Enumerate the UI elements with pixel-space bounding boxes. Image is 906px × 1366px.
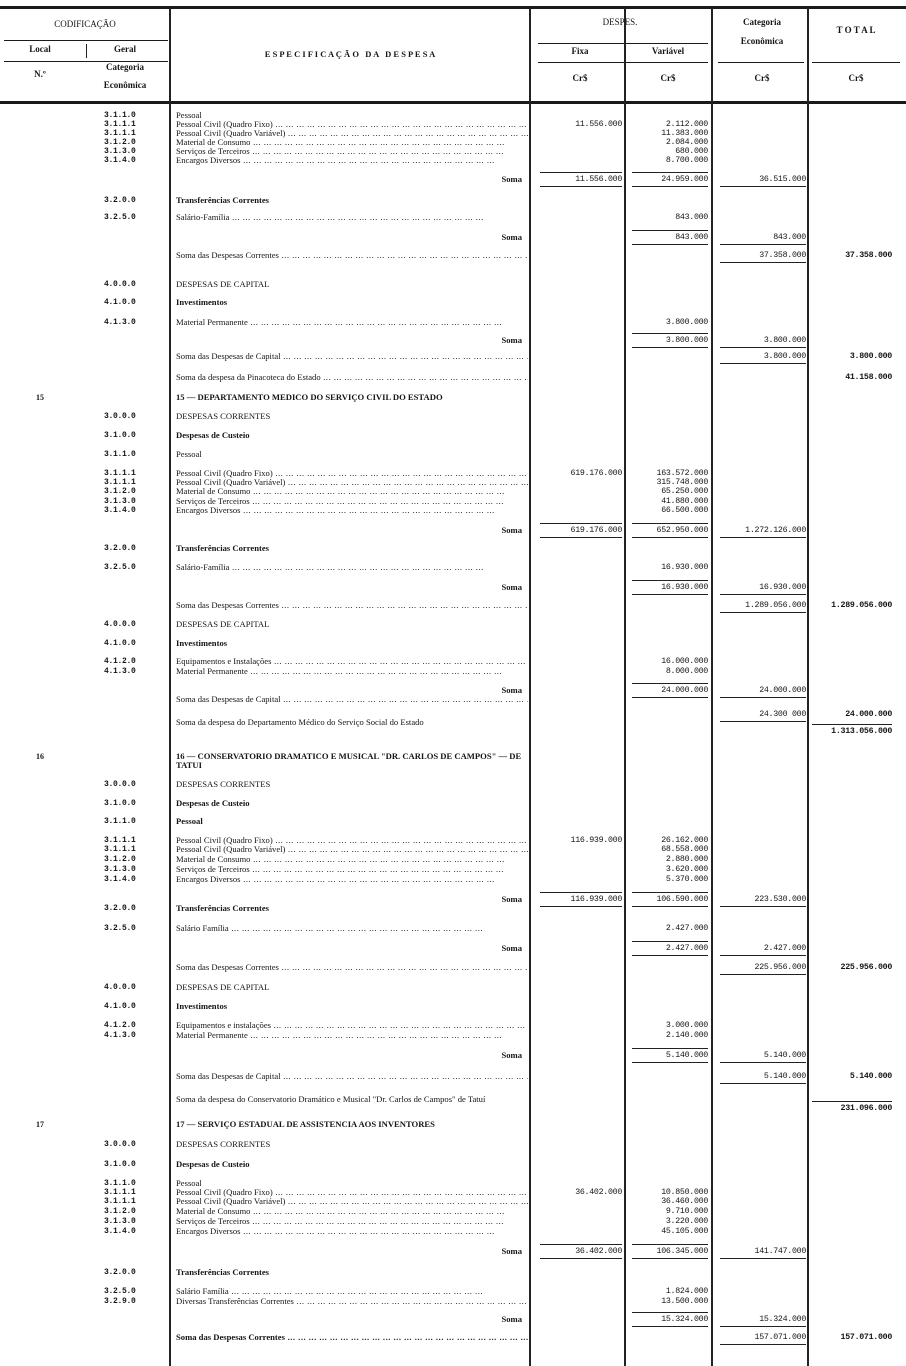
variable-expense-value: 41.880.000 [661,497,708,506]
economic-category-code: 3.1.2.0 [104,855,136,864]
expense-description: Soma da despesa da Pinacoteca do Estado ... . [176,373,528,382]
variable-expense-value: 36.460.000 [661,1197,708,1206]
variable-expense-value: 8.000.000 [665,667,708,676]
table-row [0,352,906,362]
table-row [0,1072,906,1082]
economic-category-code: 3.2.9.0 [104,1297,136,1306]
header-local: Local [29,44,51,54]
expense-description: Material Permanente ... . [176,667,528,676]
economic-category-code: 3.1.4.0 [104,156,136,165]
expense-description: Equipamentos e instalações ... . [176,1021,528,1030]
total-value: 225.956.000 [840,963,892,972]
variable-expense-value: 2.427.000 [665,924,708,933]
variable-expense-value: 11.383.000 [661,129,708,138]
economic-category-code: 4.0.0.0 [104,620,136,629]
economic-category-code: 3.1.1.1 [104,129,136,138]
economic-category-code: 4.0.0.0 [104,983,136,992]
table-row [0,799,906,809]
total-value: 3.800.000 [849,352,892,361]
expense-description: DESPESAS DE CAPITAL [176,983,270,992]
total-value: 1.289.056.000 [831,601,892,610]
total-value: 1.313.056.000 [812,724,892,736]
economic-category-code: 3.2.0.0 [104,1268,136,1277]
table-row [0,875,906,885]
table-row [0,156,906,166]
expense-description: Serviços de Terceiros ... . [176,497,528,506]
total-value: 37.358.000 [845,251,892,260]
header-especificacao: E S P E C I F I C A Ç Ã O D A D E S P E S A [264,49,436,59]
header-cat-categoria: Categoria [743,17,781,27]
expense-description: Material Permanente ... . [176,1031,528,1040]
soma-row [0,526,906,536]
table-row [0,251,906,261]
fixed-expense-value: 619.176.000 [540,523,622,538]
variable-expense-value: 66.500.000 [661,506,708,515]
fixed-expense-value: 36.402.000 [540,1244,622,1259]
variable-expense-value: 3.220.000 [665,1217,708,1226]
table-row [0,817,906,827]
header-total: T O T A L [836,25,876,35]
table-row [0,639,906,649]
table-row [0,487,906,497]
economic-category-code: 3.1.1.1 [104,836,136,845]
expense-description: Serviços de Terceiros ... . [176,865,528,874]
economic-category-code: 3.1.2.0 [104,487,136,496]
expense-description: Transferências Correntes [176,196,269,205]
table-row [0,1197,906,1207]
table-row [0,620,906,630]
header-currency-fixa: Cr$ [572,73,588,83]
economic-category-code: 3.0.0.0 [104,1140,136,1149]
expense-description: Transferências Correntes [176,544,269,553]
economic-category-value: 157.071.000 [720,1333,806,1345]
soma-row [0,1315,906,1325]
expense-description: Pessoal Civil (Quadro Variável) ... . [176,478,528,487]
expense-description: DESPESAS DE CAPITAL [176,280,270,289]
economic-category-code: 4.1.2.0 [104,657,136,666]
table-row [0,963,906,973]
economic-category-code: 4.0.0.0 [104,280,136,289]
variable-expense-value: 2.084.000 [665,138,708,147]
table-row [0,845,906,855]
expense-description: Despesas de Custeio [176,431,250,440]
soma-row [0,1051,906,1061]
table-row [0,718,906,736]
soma-row [0,175,906,185]
economic-category-code: 4.1.3.0 [104,1031,136,1040]
table-row [0,1333,906,1343]
economic-category-code: 3.2.0.0 [104,196,136,205]
economic-category-code: 3.1.0.0 [104,799,136,808]
expense-description: Soma [501,1315,522,1324]
expense-description: Encargos Diversos ... . [176,1227,528,1236]
expense-description: DESPESAS DE CAPITAL [176,620,270,629]
expense-description: Soma das Despesas Correntes ... . [176,601,528,610]
table-row [0,393,906,403]
economic-category-code: 3.2.5.0 [104,924,136,933]
expense-description: DESPESAS CORRENTES [176,1140,271,1149]
table-row [0,280,906,290]
expense-description: Soma [501,1247,522,1256]
expense-description: Pessoal [176,450,202,459]
economic-category-code: 3.1.1.1 [104,845,136,854]
economic-category-value: 24.000.000 [720,686,806,698]
variable-expense-value: 163.572.000 [656,469,708,478]
economic-category-code: 3.2.0.0 [104,544,136,553]
soma-row [0,1247,906,1257]
expense-description: Pessoal Civil (Quadro Fixo) ... . [176,469,528,478]
variable-expense-value: 10.850.000 [661,1188,708,1197]
economic-category-code: 3.1.3.0 [104,147,136,156]
expense-description: Pessoal Civil (Quadro Fixo) ... . [176,120,528,129]
expense-description: Pessoal Civil (Quadro Variável) ... . [176,845,528,854]
economic-category-value: 225.956.000 [720,963,806,975]
expense-description: Material de Consumo ... . [176,138,528,147]
expense-description: DESPESAS CORRENTES [176,780,271,789]
economic-category-code: 3.1.4.0 [104,875,136,884]
local-divider [86,44,87,58]
header-variavel: Variável [651,46,685,56]
economic-category-value: 15.324.000 [720,1315,806,1327]
expense-description: 16 — CONSERVATORIO DRAMATICO E MUSICAL "DR. CARLOS DE CAMPOS" — DE TATUI [176,752,522,770]
local-number: 17 [36,1120,44,1129]
economic-category-code: 3.1.0.0 [104,1160,136,1169]
variable-expense-value: 65.250.000 [661,487,708,496]
table-row [0,667,906,677]
expense-description: 17 — SERVIÇO ESTADUAL DE ASSISTENCIA AOS INVENTORES [176,1120,435,1129]
economic-category-code: 3.1.3.0 [104,1217,136,1226]
table-row [0,1287,906,1297]
economic-category-value: 5.140.000 [720,1072,806,1084]
header-fixa: Fixa [571,46,589,56]
table-row [0,1297,906,1307]
variable-expense-value: 13.500.000 [661,1297,708,1306]
economic-category-code: 4.1.0.0 [104,639,136,648]
table-row [0,983,906,993]
economic-category-code: 3.1.1.1 [104,120,136,129]
variable-expense-value: 2.427.000 [632,941,708,956]
variable-expense-value: 26.162.000 [661,836,708,845]
total-value: 41.158.000 [845,373,892,382]
table-row [0,855,906,865]
economic-category-value: 5.140.000 [720,1051,806,1063]
economic-category-code: 3.1.1.0 [104,1179,136,1188]
expense-description: Pessoal [176,1179,202,1188]
expense-description: Soma das Despesas Correntes ... . [176,963,528,972]
expense-description: Pessoal Civil (Quadro Variável) ... . [176,129,528,138]
header-currency-total: Cr$ [848,73,864,83]
expense-description: DESPESAS CORRENTES [176,412,271,421]
economic-category-value: 3.800.000 [720,352,806,364]
total-value: 24.000.000 [845,710,892,719]
table-row [0,1140,906,1150]
header-despes: DESPES. [602,17,638,27]
table-row [0,1021,906,1031]
header-bottom-rule [0,101,906,104]
economic-category-code: 3.1.3.0 [104,497,136,506]
expense-description: Pessoal [176,111,202,120]
variable-expense-value: 16.930.000 [661,563,708,572]
expense-description: Pessoal [176,817,203,826]
economic-category-code: 3.1.3.0 [104,865,136,874]
expense-description: Soma das Despesas de Capital ... . [176,352,528,361]
header-cat-economica: Econômica [740,36,784,46]
expense-description: Soma [501,944,522,953]
categoria-rule [718,62,804,63]
variable-expense-value: 315.748.000 [656,478,708,487]
fixed-expense-value: 11.556.000 [575,120,622,129]
economic-category-value: 3.800.000 [720,336,806,348]
economic-category-code: 3.1.1.1 [104,478,136,487]
economic-category-value: 37.358.000 [720,251,806,263]
variable-expense-value: 3.800.000 [632,333,708,348]
economic-category-code: 4.1.3.0 [104,667,136,676]
table-row [0,657,906,667]
table-row [0,1160,906,1170]
variable-expense-value: 45.105.000 [661,1227,708,1236]
variable-expense-value: 24.000.000 [632,683,708,698]
economic-category-code: 3.1.1.0 [104,817,136,826]
expense-description: Soma [501,583,522,592]
expense-description: Salário Família ... . [176,924,528,933]
economic-category-code: 3.1.1.0 [104,111,136,120]
expense-description: Soma [501,895,522,904]
expense-description: Encargos Diversos ... . [176,875,528,884]
table-row [0,213,906,223]
header-categoria: Categoria [106,62,144,72]
variable-expense-value: 3.800.000 [665,318,708,327]
table-row [0,752,906,770]
economic-category-code: 3.1.1.0 [104,450,136,459]
table-row [0,544,906,554]
table-row [0,1095,906,1113]
total-value: 157.071.000 [840,1333,892,1342]
variable-expense-value: 2.880.000 [665,855,708,864]
expense-description: Soma da despesa do Departamento Médico do Serviço Social do Estado [176,718,424,727]
expense-description: Soma [501,336,522,345]
expense-description: Soma [501,1051,522,1060]
table-row [0,431,906,441]
table-row [0,1120,906,1130]
local-number: 16 [36,752,44,761]
variable-expense-value: 16.000.000 [661,657,708,666]
table-row [0,780,906,790]
variable-expense-value: 15.324.000 [632,1312,708,1327]
variable-expense-value: 680.000 [675,147,708,156]
expense-description: Equipamentos e Instalações ... . [176,657,528,666]
expense-description: Diversas Transferências Correntes ... . [176,1297,528,1306]
economic-category-code: 3.2.5.0 [104,213,136,222]
expense-description: Salário-Família ... . [176,213,528,222]
economic-category-value: 1.272.126.000 [720,526,806,538]
expense-description: Despesas de Custeio [176,1160,250,1169]
economic-category-code: 3.1.1.1 [104,469,136,478]
table-row [0,1031,906,1041]
expense-description: Pessoal Civil (Quadro Variável) ... . [176,1197,528,1206]
expense-description: Pessoal Civil (Quadro Fixo) ... . [176,1188,528,1197]
table-row [0,1002,906,1012]
fixed-expense-value: 116.939.000 [570,836,622,845]
variable-expense-value: 3.000.000 [665,1021,708,1030]
economic-category-code: 3.1.2.0 [104,1207,136,1216]
table-row [0,196,906,206]
total-value: 231.096.000 [812,1101,892,1113]
economic-category-value: 223.530.000 [720,895,806,907]
variable-expense-value: 843.000 [675,213,708,222]
fixa-rule [538,62,708,63]
economic-category-value: 843.000 [720,233,806,245]
header-economica: Econômica [103,80,147,90]
variable-expense-value: 5.140.000 [632,1048,708,1063]
variable-expense-value: 2.112.000 [665,120,708,129]
soma-row [0,944,906,954]
variable-expense-value: 5.370.000 [665,875,708,884]
expense-description: Investimentos [176,298,228,307]
header-geral: Geral [114,44,136,54]
economic-category-value: 1.289.056.000 [720,601,806,613]
table-row [0,450,906,460]
table-row [0,1268,906,1278]
economic-category-code: 3.0.0.0 [104,780,136,789]
economic-category-value: 16.930.000 [720,583,806,595]
despes-rule [538,43,708,44]
table-row [0,601,906,611]
variable-expense-value: 2.140.000 [665,1031,708,1040]
local-number: 15 [36,393,44,402]
economic-category-code: 4.1.3.0 [104,318,136,327]
table-row [0,1227,906,1237]
variable-expense-value: 16.930.000 [632,580,708,595]
expense-description: Despesas de Custeio [176,799,250,808]
table-row [0,1207,906,1217]
economic-category-code: 3.2.5.0 [104,563,136,572]
variable-expense-value: 24.959.000 [632,172,708,187]
economic-category-code: 4.1.2.0 [104,1021,136,1030]
fixed-expense-value: 11.556.000 [540,172,622,187]
economic-category-code: 3.1.1.1 [104,1188,136,1197]
table-row [0,904,906,914]
expense-description: Soma [501,526,522,535]
expense-description: Material de Consumo ... . [176,487,528,496]
expense-description: Soma das Despesas Correntes ... . [176,251,528,260]
table-row [0,924,906,934]
header-currency-variavel: Cr$ [660,73,676,83]
fixed-expense-value: 619.176.000 [570,469,622,478]
variable-expense-value: 9.710.000 [665,1207,708,1216]
economic-category-code: 3.1.1.1 [104,1197,136,1206]
table-row [0,563,906,573]
economic-category-code: 3.1.0.0 [104,431,136,440]
economic-category-value: 24.300 000 [720,710,806,722]
total-rule [812,62,900,63]
economic-category-code: 4.1.0.0 [104,298,136,307]
table-row [0,373,906,383]
economic-category-value: 36.515.000 [720,175,806,187]
soma-row [0,336,906,346]
economic-category-code: 4.1.0.0 [104,1002,136,1011]
economic-category-code: 3.0.0.0 [104,412,136,421]
table-row [0,506,906,516]
economic-category-code: 3.2.0.0 [104,904,136,913]
expense-description: Soma das Despesas Correntes ... . [176,1333,528,1342]
expense-description: Soma das Despesas de Capital ... . [176,1072,528,1081]
expense-description: Soma [501,233,522,242]
soma-row [0,233,906,243]
expense-description: Material Permanente ... . [176,318,528,327]
expense-description: Soma da despesa do Conservatorio Dramático e Musical "Dr. Carlos de Campos" de Tatuí [176,1095,486,1104]
variable-expense-value: 843.000 [632,230,708,245]
variable-expense-value: 68.558.000 [661,845,708,854]
expense-description: Encargos Diversos ... . [176,506,528,515]
expense-description: Material de Consumo ... . [176,855,528,864]
table-row [0,412,906,422]
expense-description: Material de Consumo ... . [176,1207,528,1216]
expense-description: Investimentos [176,639,228,648]
header-numero: N.º [34,69,46,79]
economic-category-value: 2.427.000 [720,944,806,956]
expense-description: Pessoal Civil (Quadro Fixo) ... . [176,836,528,845]
variable-expense-value: 106.345.000 [632,1244,708,1259]
total-value: 5.140.000 [849,1072,892,1081]
variable-expense-value: 3.620.000 [665,865,708,874]
economic-category-code: 3.1.4.0 [104,506,136,515]
expense-description: 15 — DEPARTAMENTO MEDICO DO SERVIÇO CIVIL DO ESTADO [176,393,443,402]
economic-category-code: 3.1.4.0 [104,1227,136,1236]
table-row [0,318,906,328]
table-row [0,1217,906,1227]
expense-description: Soma das Despesas de Capital ... . [176,695,528,704]
economic-category-code: 3.1.2.0 [104,138,136,147]
fixed-expense-value: 116.939.000 [540,892,622,907]
expense-description: Transferências Correntes [176,904,269,913]
variable-expense-value: 8.700.000 [665,156,708,165]
economic-category-code: 3.2.5.0 [104,1287,136,1296]
expense-description: Investimentos [176,1002,228,1011]
variable-expense-value: 652.950.000 [632,523,708,538]
expense-description: Serviços de Terceiros ... . [176,1217,528,1226]
expense-description: Transferências Correntes [176,1268,269,1277]
table-row [0,695,906,705]
soma-row [0,583,906,593]
variable-expense-value: 1.824.000 [665,1287,708,1296]
economic-category-value: 141.747.000 [720,1247,806,1259]
header-currency-categoria: Cr$ [754,73,770,83]
header-codificacao: CODIFICAÇÃO [54,19,116,29]
expense-description: Salário Família ... . [176,1287,528,1296]
table-row [0,865,906,875]
expense-description: Salário-Família ... . [176,563,528,572]
codificacao-rule [4,40,168,41]
expense-description: Serviços de Terceiros ... . [176,147,528,156]
expense-description: Soma [501,686,522,695]
fixed-expense-value: 36.402.000 [575,1188,622,1197]
variable-expense-value: 106.590.000 [632,892,708,907]
expense-description: Encargos Diversos ... . [176,156,528,165]
top-rule [0,6,906,9]
expense-description: Soma [501,175,522,184]
table-row [0,298,906,308]
